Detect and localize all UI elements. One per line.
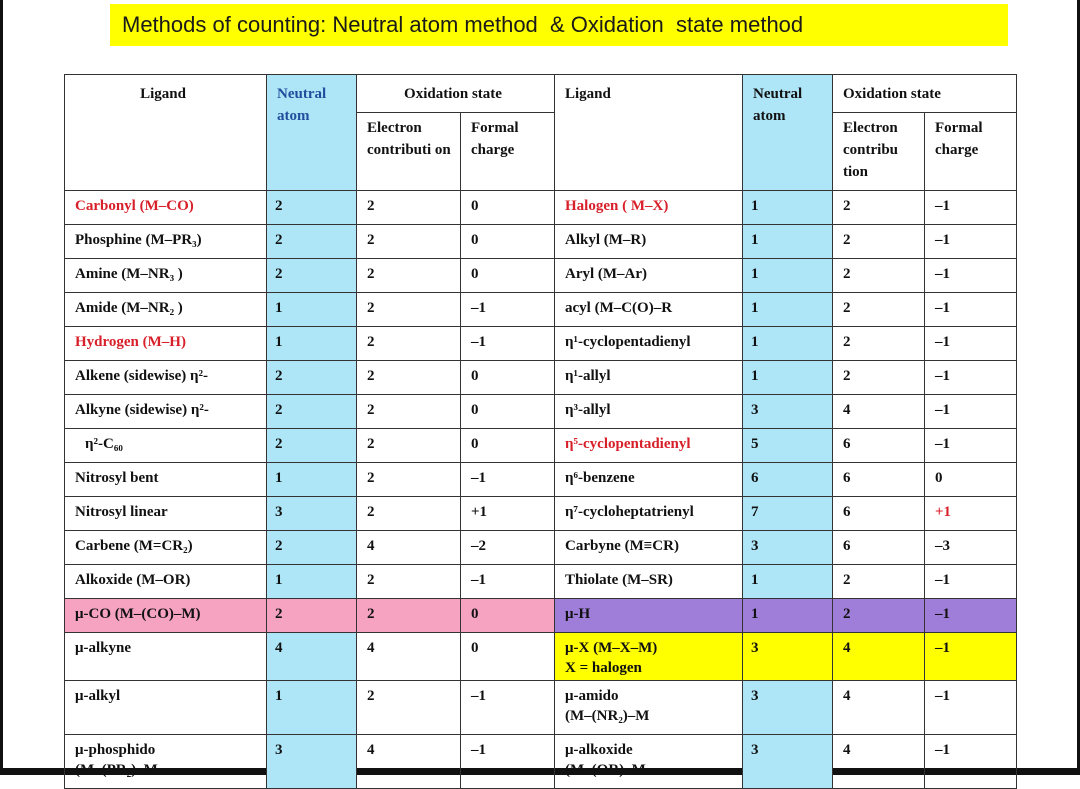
neutral-atom-count: 6 [743, 463, 833, 497]
ligand-counting-table [64, 74, 1017, 789]
ligand-name: Alkene (sidewise) η²- [65, 361, 267, 395]
header-oxidation-state-right: Oxidation state [833, 75, 1017, 113]
formal-charge: –3 [925, 531, 1017, 565]
ligand-name: Alkyne (sidewise) η²- [65, 395, 267, 429]
table-row [65, 497, 1017, 531]
ligand-name-line1: μ-alkoxide [565, 742, 633, 758]
neutral-atom-count: 3 [743, 681, 833, 735]
header-neutral-atom-left: Neutral atom [267, 75, 357, 191]
electron-contribution: 6 [833, 429, 925, 463]
electron-contribution: 2 [833, 259, 925, 293]
table-row [65, 259, 1017, 293]
neutral-atom-count: 1 [267, 681, 357, 735]
ligand-name-line1: μ-phosphido [75, 742, 156, 758]
electron-contribution: 2 [357, 327, 461, 361]
electron-contribution: 2 [833, 599, 925, 633]
table-row [65, 565, 1017, 599]
ligand-name: Alkoxide (M–OR) [65, 565, 267, 599]
ligand-name: η⁵-cyclopentadienyl [555, 429, 743, 463]
electron-contribution: 4 [357, 531, 461, 565]
formal-charge: –1 [925, 633, 1017, 681]
formal-charge: –1 [461, 463, 555, 497]
ligand-name [555, 735, 743, 789]
formal-charge: 0 [461, 225, 555, 259]
neutral-atom-count: 1 [743, 361, 833, 395]
ligand-name: μ-CO (M–(CO)–M) [65, 599, 267, 633]
electron-contribution: 2 [357, 681, 461, 735]
neutral-atom-count: 1 [743, 259, 833, 293]
formal-charge: –1 [461, 293, 555, 327]
formal-charge: –1 [925, 327, 1017, 361]
ligand-name: acyl (M–C(O)–R [555, 293, 743, 327]
electron-contribution: 2 [357, 599, 461, 633]
electron-contribution: 2 [357, 395, 461, 429]
table-row [65, 429, 1017, 463]
electron-contribution: 6 [833, 497, 925, 531]
frame-left [0, 0, 3, 775]
electron-contribution: 4 [833, 395, 925, 429]
neutral-atom-count: 2 [267, 395, 357, 429]
neutral-atom-count: 3 [743, 395, 833, 429]
electron-contribution: 2 [357, 293, 461, 327]
table-row [65, 361, 1017, 395]
ligand-name: Alkyl (M–R) [555, 225, 743, 259]
electron-contribution: 2 [357, 463, 461, 497]
neutral-atom-count: 1 [743, 327, 833, 361]
ligand-name-line2: X = halogen [565, 660, 642, 676]
formal-charge: –1 [925, 429, 1017, 463]
formal-charge: 0 [461, 599, 555, 633]
header-formal-charge-left: Formal charge [461, 113, 555, 191]
header-electron-contribution-right: Electron contribu tion [833, 113, 925, 191]
electron-contribution: 2 [833, 327, 925, 361]
electron-contribution: 2 [833, 361, 925, 395]
ligand-name: Phosphine (M–PR₃) [65, 225, 267, 259]
ligand-name: η⁷-cycloheptatrienyl [555, 497, 743, 531]
ligand-name: Hydrogen (M–H) [65, 327, 267, 361]
ligand-name: Carbonyl (M–CO) [65, 191, 267, 225]
electron-contribution: 2 [357, 565, 461, 599]
electron-contribution: 2 [357, 429, 461, 463]
header-neutral-atom-right: Neutral atom [743, 75, 833, 191]
formal-charge: –1 [925, 259, 1017, 293]
ligand-name [555, 633, 743, 681]
electron-contribution: 2 [357, 191, 461, 225]
ligand-name: μ-H [555, 599, 743, 633]
ligand-name-line2: (M–(NR₂)–M [565, 708, 650, 724]
electron-contribution: 4 [833, 735, 925, 789]
neutral-atom-count: 1 [267, 463, 357, 497]
ligand-name: Thiolate (M–SR) [555, 565, 743, 599]
header-electron-contribution-left: Electron contributi on [357, 113, 461, 191]
neutral-atom-count: 7 [743, 497, 833, 531]
electron-contribution: 2 [357, 497, 461, 531]
neutral-atom-count: 1 [267, 293, 357, 327]
neutral-atom-count: 2 [267, 191, 357, 225]
neutral-atom-count: 1 [267, 565, 357, 599]
electron-contribution: 4 [357, 735, 461, 789]
ligand-name: η¹-allyl [555, 361, 743, 395]
neutral-atom-count: 4 [267, 633, 357, 681]
neutral-atom-count: 2 [267, 361, 357, 395]
table-row [65, 463, 1017, 497]
formal-charge: –1 [925, 225, 1017, 259]
table-row [65, 191, 1017, 225]
table-row [65, 633, 1017, 681]
formal-charge: –1 [925, 735, 1017, 789]
neutral-atom-count: 5 [743, 429, 833, 463]
ligand-name: Amine (M–NR₃ ) [65, 259, 267, 293]
ligand-name: η¹-cyclopentadienyl [555, 327, 743, 361]
neutral-atom-count: 1 [743, 565, 833, 599]
ligand-name: Halogen ( M–X) [555, 191, 743, 225]
table-row [65, 225, 1017, 259]
ligand-name: Nitrosyl bent [65, 463, 267, 497]
electron-contribution: 2 [357, 361, 461, 395]
formal-charge: 0 [461, 395, 555, 429]
formal-charge: –1 [461, 681, 555, 735]
formal-charge: 0 [461, 361, 555, 395]
ligand-name: η²-C₆₀ [65, 429, 267, 463]
formal-charge: –1 [461, 565, 555, 599]
formal-charge: –1 [925, 191, 1017, 225]
header-ligand-right: Ligand [555, 75, 743, 191]
formal-charge: –1 [925, 599, 1017, 633]
electron-contribution: 2 [833, 225, 925, 259]
table-row [65, 599, 1017, 633]
electron-contribution: 6 [833, 531, 925, 565]
table-row [65, 395, 1017, 429]
header-ligand-left: Ligand [65, 75, 267, 191]
neutral-atom-count: 2 [267, 259, 357, 293]
ligand-name: Carbene (M=CR₂) [65, 531, 267, 565]
slide-title: Methods of counting: Neutral atom method & Oxidation state method [110, 4, 1008, 46]
ligand-name: μ-alkyne [65, 633, 267, 681]
formal-charge: 0 [461, 633, 555, 681]
ligand-name [65, 735, 267, 789]
formal-charge: –1 [461, 327, 555, 361]
electron-contribution: 4 [357, 633, 461, 681]
ligand-name: Nitrosyl linear [65, 497, 267, 531]
electron-contribution: 2 [357, 225, 461, 259]
electron-contribution: 2 [833, 191, 925, 225]
formal-charge: –1 [461, 735, 555, 789]
formal-charge: 0 [461, 191, 555, 225]
neutral-atom-count: 1 [267, 327, 357, 361]
ligand-name-line2: (M–(PR₂)–M [75, 762, 158, 778]
formal-charge: 0 [925, 463, 1017, 497]
neutral-atom-count: 3 [743, 633, 833, 681]
ligand-name [555, 681, 743, 735]
neutral-atom-count: 1 [743, 225, 833, 259]
formal-charge: +1 [461, 497, 555, 531]
ligand-name: η³-allyl [555, 395, 743, 429]
formal-charge: +1 [925, 497, 1017, 531]
electron-contribution: 2 [833, 293, 925, 327]
table-row [65, 531, 1017, 565]
ligand-name: μ-alkyl [65, 681, 267, 735]
neutral-atom-count: 3 [743, 531, 833, 565]
header-formal-charge-right: Formal charge [925, 113, 1017, 191]
formal-charge: –1 [925, 565, 1017, 599]
formal-charge: 0 [461, 429, 555, 463]
table-row [65, 735, 1017, 789]
formal-charge: –1 [925, 293, 1017, 327]
neutral-atom-count: 2 [267, 599, 357, 633]
electron-contribution: 4 [833, 681, 925, 735]
table-row [65, 327, 1017, 361]
neutral-atom-count: 3 [267, 735, 357, 789]
ligand-name: Carbyne (M≡CR) [555, 531, 743, 565]
neutral-atom-count: 1 [743, 293, 833, 327]
ligand-name-line2: (M–(OR)–M [565, 762, 646, 778]
ligand-name: Amide (M–NR₂ ) [65, 293, 267, 327]
electron-contribution: 4 [833, 633, 925, 681]
table-row [65, 293, 1017, 327]
formal-charge: –2 [461, 531, 555, 565]
formal-charge: –1 [925, 361, 1017, 395]
ligand-name: Aryl (M–Ar) [555, 259, 743, 293]
neutral-atom-count: 2 [267, 225, 357, 259]
table-row [65, 681, 1017, 735]
formal-charge: –1 [925, 681, 1017, 735]
electron-contribution: 6 [833, 463, 925, 497]
neutral-atom-count: 1 [743, 191, 833, 225]
neutral-atom-count: 2 [267, 429, 357, 463]
electron-contribution: 2 [357, 259, 461, 293]
ligand-name-line1: μ-X (M–X–M) [565, 640, 658, 656]
ligand-name: η⁶-benzene [555, 463, 743, 497]
neutral-atom-count: 3 [267, 497, 357, 531]
formal-charge: 0 [461, 259, 555, 293]
neutral-atom-count: 1 [743, 599, 833, 633]
electron-contribution: 2 [833, 565, 925, 599]
ligand-name-line1: μ-amido [565, 688, 619, 704]
neutral-atom-count: 2 [267, 531, 357, 565]
neutral-atom-count: 3 [743, 735, 833, 789]
header-oxidation-state-left: Oxidation state [357, 75, 555, 113]
formal-charge: –1 [925, 395, 1017, 429]
